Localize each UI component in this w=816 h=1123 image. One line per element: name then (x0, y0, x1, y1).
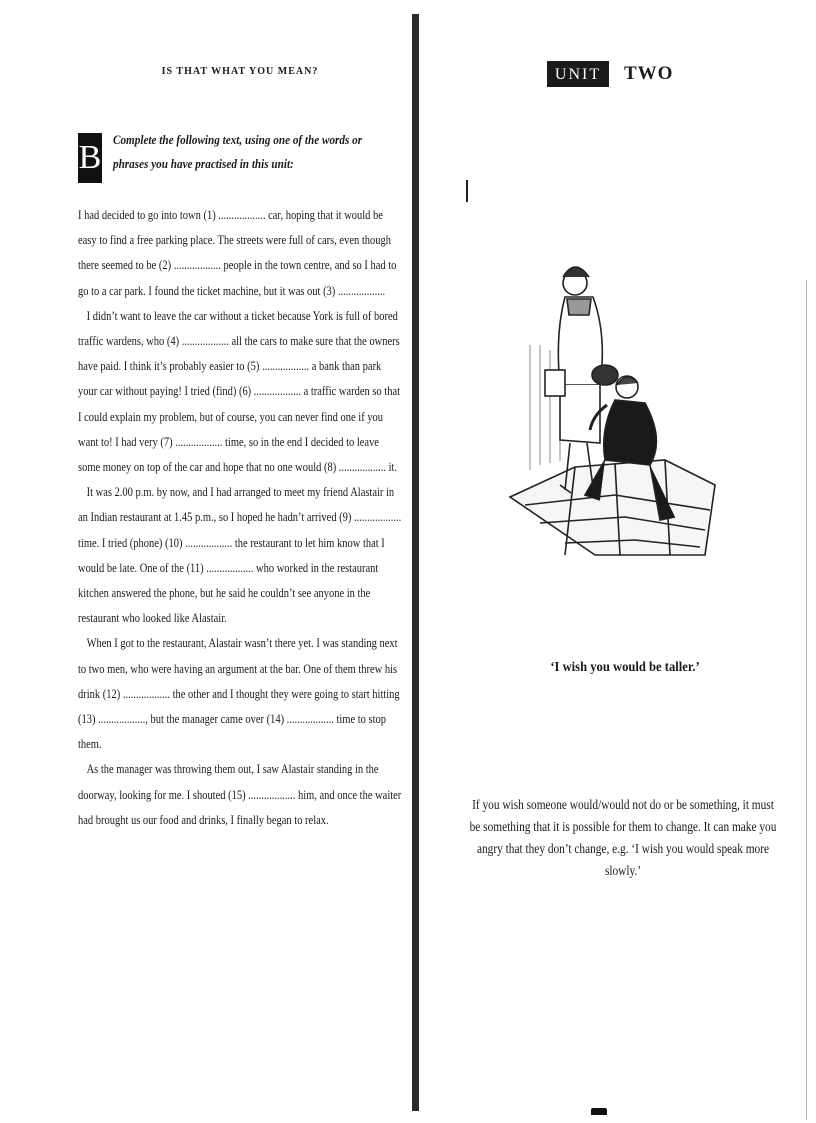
paragraph: I had decided to go into town (1) .................. car, hoping that it would be easy to find a free parking place. The streets were full of cars, even though there seemed to be (2) .................. people in the town centre, and so I had to go to a car park. I found the ticket machine, but it was out (3) .................. (78, 208, 397, 298)
cartoon-illustration (505, 255, 717, 560)
unit-number: TWO (624, 63, 674, 84)
page-number-mark (591, 1108, 607, 1115)
grammar-explanation: If you wish someone would/would not do or be something, it must be something that it is possible for them to change. It can make you angry that they don’t change, e.g. ‘I wish you would speak more slowly.’ (469, 797, 777, 878)
paragraph: I didn’t want to leave the car without a ticket because York is full of bored traffic wardens, who (4) .................. all the cars to make sure that the owners have paid. I think it’s probably easier to (5) .................. a bank than park your car without paying! I tried (find) (6) .................. a traffic warden so that I could explain my problem, but of course, you can never find one if you want to! I had very (7) .................. time, so in the end I decided to leave some money on top of the car and hope that no one would (8) .................. it. (78, 308, 401, 475)
paragraph: When I got to the restaurant, Alastair wasn’t there yet. I was standing next to two men, who were having an argument at the bar. One of them threw his drink (12) .................. the other and I thought they were going to start hitting (13) .................., but the manager came over (14) .................. time to stop them. (78, 636, 400, 752)
exercise-instruction: Complete the following text, using one of the words or phrases you have practised in this unit: (113, 132, 363, 171)
book-spine (412, 14, 419, 1111)
paragraph: As the manager was throwing them out, I saw Alastair standing in the doorway, looking for me. I shouted (15) .................. him, and once the waiter had brought us our food and drinks, I finally began to relax. (78, 762, 402, 827)
unit-label: UNIT (547, 61, 609, 87)
gap-fill-text (78, 203, 403, 833)
paragraph: It was 2.00 p.m. by now, and I had arranged to meet my friend Alastair in an Indian restaurant at 1.45 p.m., so I hoped he hadn’t arrived (9) .................. time. I tried (phone) (10) .................. the restaurant to let him know that I would be late. One of the (11) .................. who worked in the restaurant kitchen answered the phone, but he said he couldn’t see anyone in the restaurant who looked like Alastair. (78, 485, 402, 626)
right-page (430, 0, 816, 1123)
exercise-letter-badge: B (78, 133, 102, 183)
cartoon-caption: ‘I wish you would be taller.’ (550, 660, 700, 675)
running-head: IS THAT WHAT YOU MEAN? (161, 66, 319, 77)
print-mark (466, 180, 468, 202)
